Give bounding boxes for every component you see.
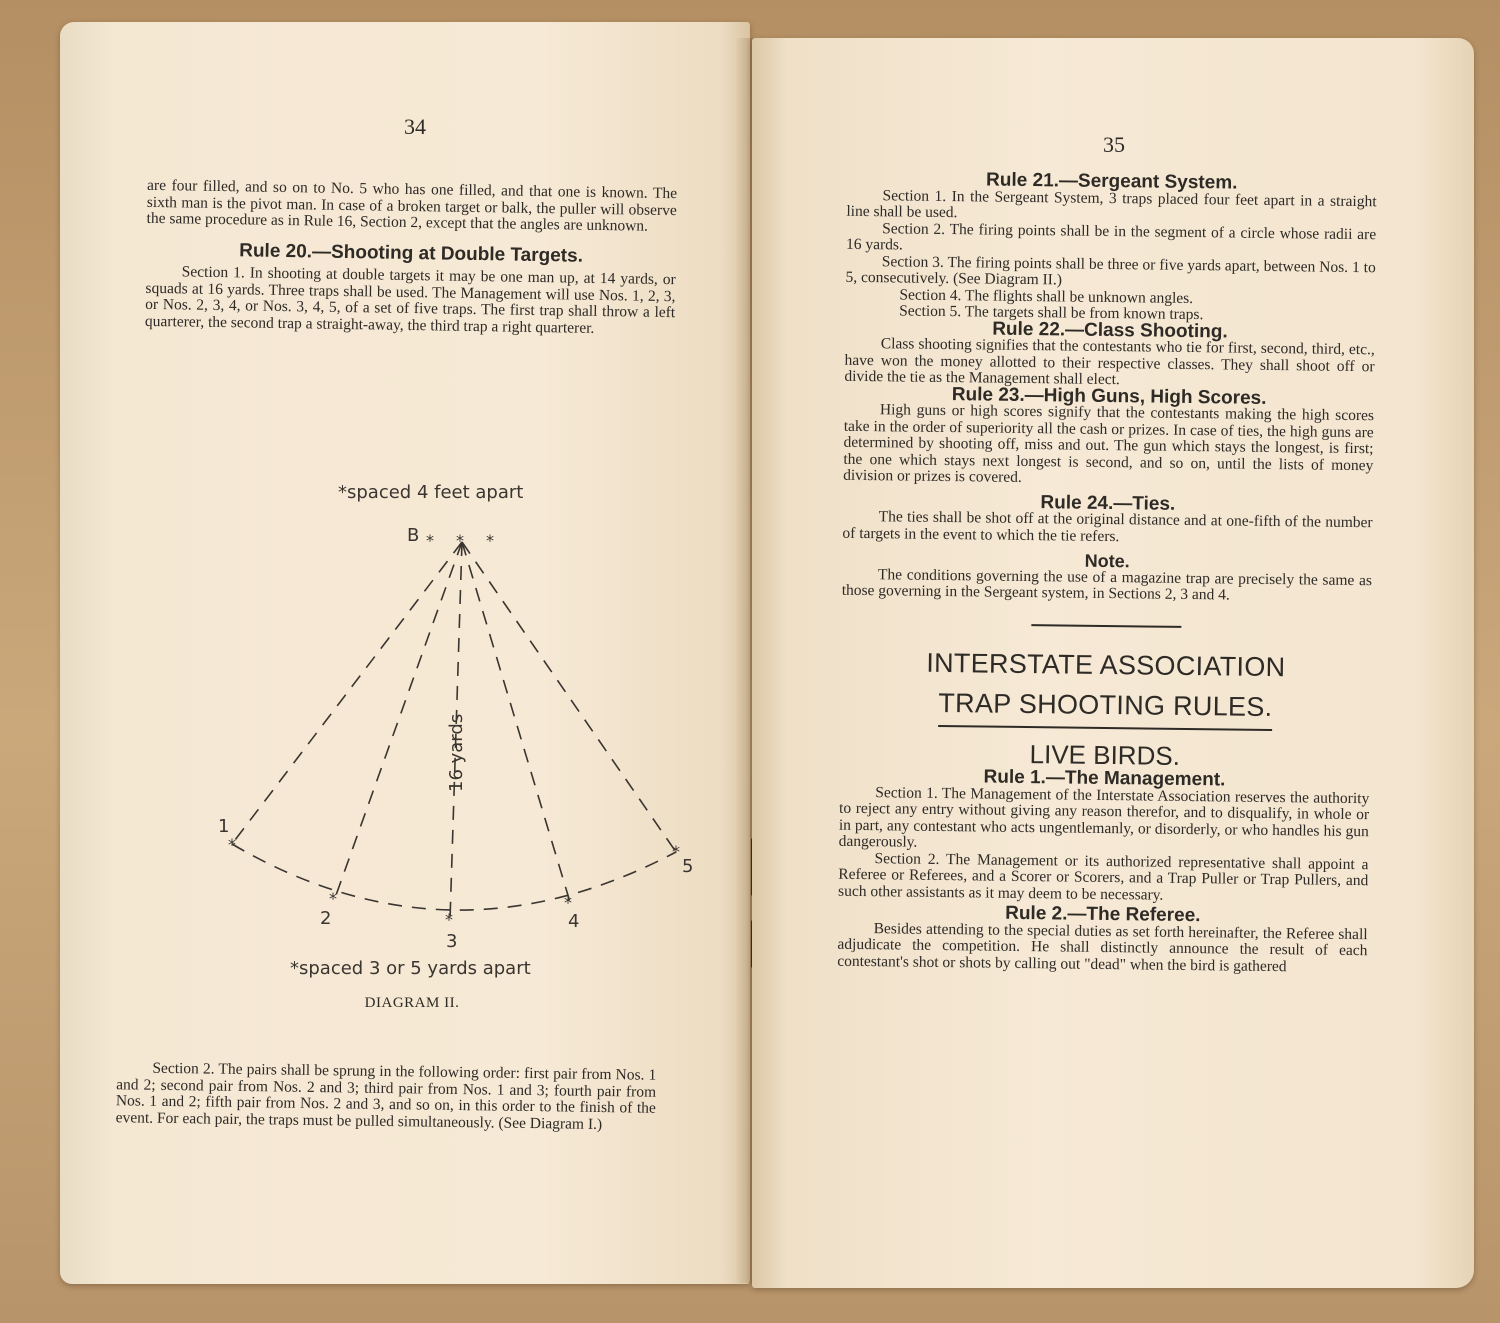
trap-label-5: 5	[682, 856, 694, 877]
firing-point-star: *	[672, 842, 680, 861]
continuation-paragraph: are four filled, and so on to No. 5 who has one filled, and that one is known. The sixth man is the pivot man. In case of a broken target or balk, the puller will observe the same procedure as in Rule 16, Section 2, except that the angles are unknown.	[146, 176, 678, 235]
right-page	[752, 38, 1474, 1288]
trap-label-3: 3	[446, 931, 458, 952]
rule21-section3: Section 3. The firing points shall be three or five yards apart, between Nos. 1 to 5, consecutively. (See Diagram II.)	[845, 252, 1376, 289]
rule23-heading: Rule 23.—High Guns, High Scores.	[951, 383, 1267, 409]
rule21-section1: Section 1. In the Sergeant System, 3 traps placed four feet apart in a straight line shall be used.	[846, 186, 1377, 222]
trap-star: *	[456, 531, 464, 550]
trap-label-2: 2	[320, 908, 332, 929]
rule1-section1: Section 1. The Management of the Interstate Association reserves the authority to reject any entry without giving any reason therefor, and to disqualify, in whole or in part, any contestant who acts ungentlemanly, or disorderly, or who handles his gun dangerously.	[838, 783, 1370, 851]
trap-star: *	[426, 531, 434, 550]
rule1-section2: Section 2. The Management or its authorized representative shall appoint a Referee or Referees, and a Scorer or Scorers, and a Trap Puller or Trap Pullers, and such other assistants as it may deem to be necessary.	[838, 849, 1369, 904]
rule21-section4: Section 4. The flights shall be unknown angles.	[899, 285, 1194, 307]
diagram-note-top: *spaced 4 feet apart	[338, 482, 524, 503]
rule24-text: The ties shall be shot off at the original distance and at one-fifth of the number of targets in the event to which the tie refers.	[842, 508, 1373, 545]
rule22-text: Class shooting signifies that the contestants who tie for first, second, third, etc., have won the money allotted to their respective classes. They shall shoot off or divide the tie as the Management shall elect.	[844, 335, 1375, 389]
section-divider	[1031, 624, 1181, 628]
title-line-1: INTERSTATE ASSOCIATION	[926, 647, 1286, 682]
rule21-section5: Section 5. The targets shall be from known traps.	[899, 302, 1204, 324]
left-bottom-text	[116, 1060, 657, 1134]
live-birds-heading: LIVE BIRDS.	[1029, 738, 1181, 771]
page-number-left: 34	[404, 114, 426, 139]
diagram-caption: DIAGRAM II.	[364, 995, 460, 1011]
page-number-right: 35	[1103, 132, 1125, 157]
rule20-heading: Rule 20.—Shooting at Double Targets.	[239, 239, 584, 267]
main-title	[840, 641, 1371, 731]
title-line-2: TRAP SHOOTING RULES.	[938, 682, 1273, 730]
left-top-text	[145, 178, 677, 338]
rule1-heading: Rule 1.—The Management.	[983, 766, 1226, 791]
trap-label-4: 4	[568, 911, 580, 932]
trap-label-1: 1	[218, 816, 230, 837]
rule21-section2: Section 2. The firing points shall be in the segment of a circle whose radii are 16 yards.	[845, 219, 1377, 254]
left-page	[60, 22, 750, 1284]
firing-point-star: *	[564, 893, 572, 912]
rule2-heading: Rule 2.—The Referee.	[1005, 902, 1201, 927]
rule20-section1: Section 1. In shooting at double targets it may be one man up, at 14 yards, or squads at 16 yards. Three traps shall be used. The Management will use Nos. 1, 2, 3, or Nos. 2, 3, 4, or Nos. 3, 4, 5, of a set of five traps. The first trap shall throw a left quarterer, the second trap a straight-away, the third trap a right quarterer.	[144, 263, 676, 337]
right-page-text	[837, 171, 1377, 976]
note-text: The conditions governing the use of a magazine trap are precisely the same as those governing in the Sergeant system, in Sections 2, 3 and 4.	[841, 565, 1373, 604]
diagram-ii	[120, 462, 694, 982]
firing-point-star: *	[329, 889, 337, 908]
rule22-heading: Rule 22.—Class Shooting.	[992, 318, 1228, 342]
rule20-section2: Section 2. The pairs shall be sprung in the following order: first pair from Nos. 1 and 2; second pair from Nos. 2 and 3; third pair from Nos. 1 and 3; fourth pair from Nos. 1 and 2; fifth pair from Nos. 2 and 3, and so on, in this order to the finish of the event. For each pair, the traps must be pulled simultaneously. (See Diagram I.)	[115, 1059, 657, 1133]
trap-star: *	[486, 531, 494, 550]
note-heading: Note.	[1084, 550, 1130, 572]
rule21-heading: Rule 21.—Sergeant System.	[985, 169, 1238, 194]
diagram-label-b: B	[407, 525, 420, 546]
rule2-text: Besides attending to the special duties as set forth hereinafter, the Referee shall adjudicate the competition. He shall distinctly announce the result of each contestant's shot or shots by calling out "dead" when the bird is gathered	[837, 919, 1368, 975]
firing-point-star: *	[228, 835, 236, 854]
firing-point-star: *	[445, 910, 453, 929]
rule24-heading: Rule 24.—Ties.	[1040, 491, 1176, 515]
diagram-note-bottom: *spaced 3 or 5 yards apart	[290, 958, 531, 979]
rule23-text: High guns or high scores signify that the contestants making the high scores take in the order of superiority all the cash or prizes. In case of ties, the high guns are determined by shooting off, miss and out. The gun which stays the longest, is first; the one which stays next longest is second, and so on, until the lists of money division or prizes is covered.	[843, 401, 1375, 486]
distance-label: 16 yards	[446, 713, 467, 792]
